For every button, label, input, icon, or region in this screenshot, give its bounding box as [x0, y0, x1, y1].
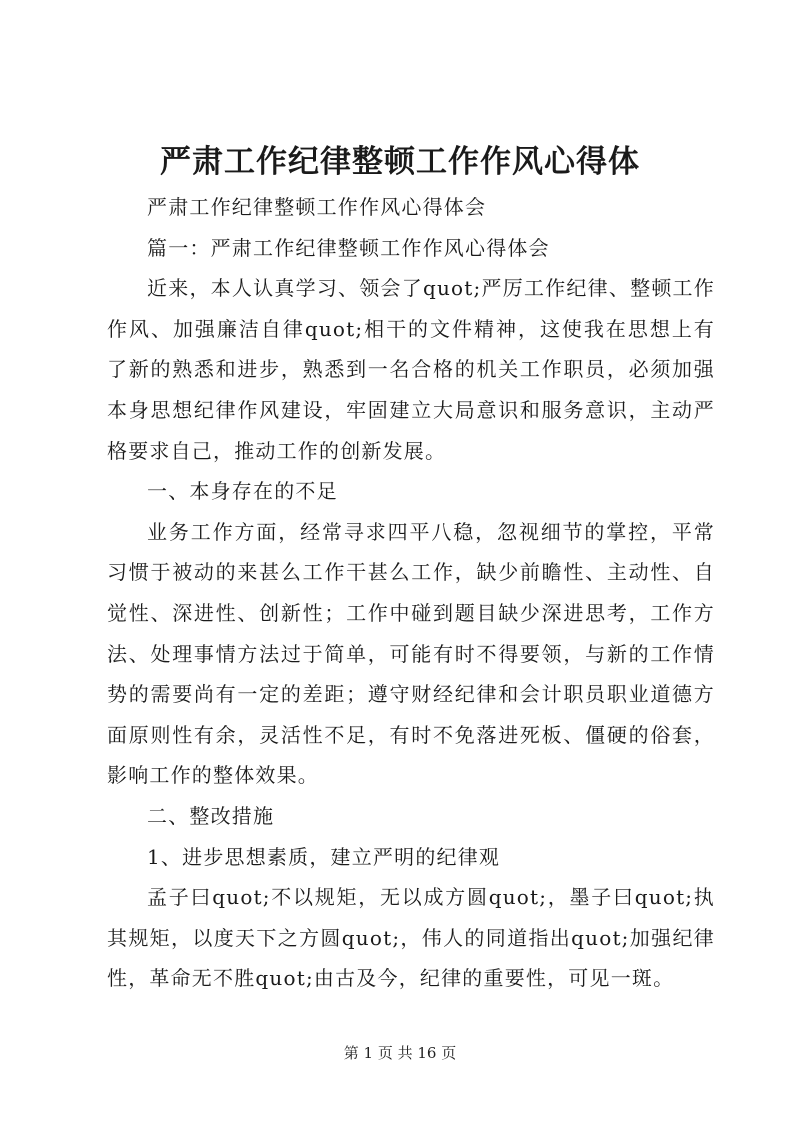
paragraph-subtitle: 严肃工作纪律整顿工作作风心得体会: [147, 195, 487, 219]
page-number-footer: 第 1 页 共 16 页: [343, 1044, 457, 1062]
paragraph-shortcomings: 业务工作方面，经常寻求四平八稳，忽视细节的掌控，平常习惯于被动的来甚么工作干甚么工作，缺少前瞻性、主动性、自觉性、深进性、创新性；工作中碰到题目缺少深进思考，工作方法、处理事情方法过于简单，可能有时不得要领，与新的工作情势的需要尚有一定的差距；遵守财经纪律和会计职员职业道德方面原则性有余，灵活性不足，有时不免落进死板、僵硬的俗套，影响工作的整体效果。: [107, 519, 715, 788]
paragraph-discipline-quotes: 孟子曰quot;不以规矩，无以成方圆quot;，墨子曰quot;执其规矩，以度天下之方圆quot;，伟人的同道指出quot;加强纪律性，革命无不胜quot;由古及今，纪律的重要性，可见一斑。: [107, 885, 715, 991]
section-heading-measures: 二、整改措施: [147, 803, 275, 828]
paragraph-intro: 近来，本人认真学习、领会了quot;严厉工作纪律、整顿工作作风、加强廉洁自律quot;相干的文件精神，这使我在思想上有了新的熟悉和进步，熟悉到一名合格的机关工作职员，必须加强本身思想纪律作风建设，牢固建立大局意识和服务意识，主动严格要求自己，推动工作的创新发展。: [107, 276, 715, 463]
subsection-heading-1: 1、进步思想素质，建立严明的纪律观: [147, 844, 501, 869]
document-title: 严肃工作纪律整顿工作作风心得体: [160, 144, 640, 180]
section-heading-shortcomings: 一、本身存在的不足: [147, 479, 338, 504]
paragraph-chapter-heading: 篇一：严肃工作纪律整顿工作作风心得体会: [147, 235, 550, 260]
document-body: [107, 187, 715, 999]
